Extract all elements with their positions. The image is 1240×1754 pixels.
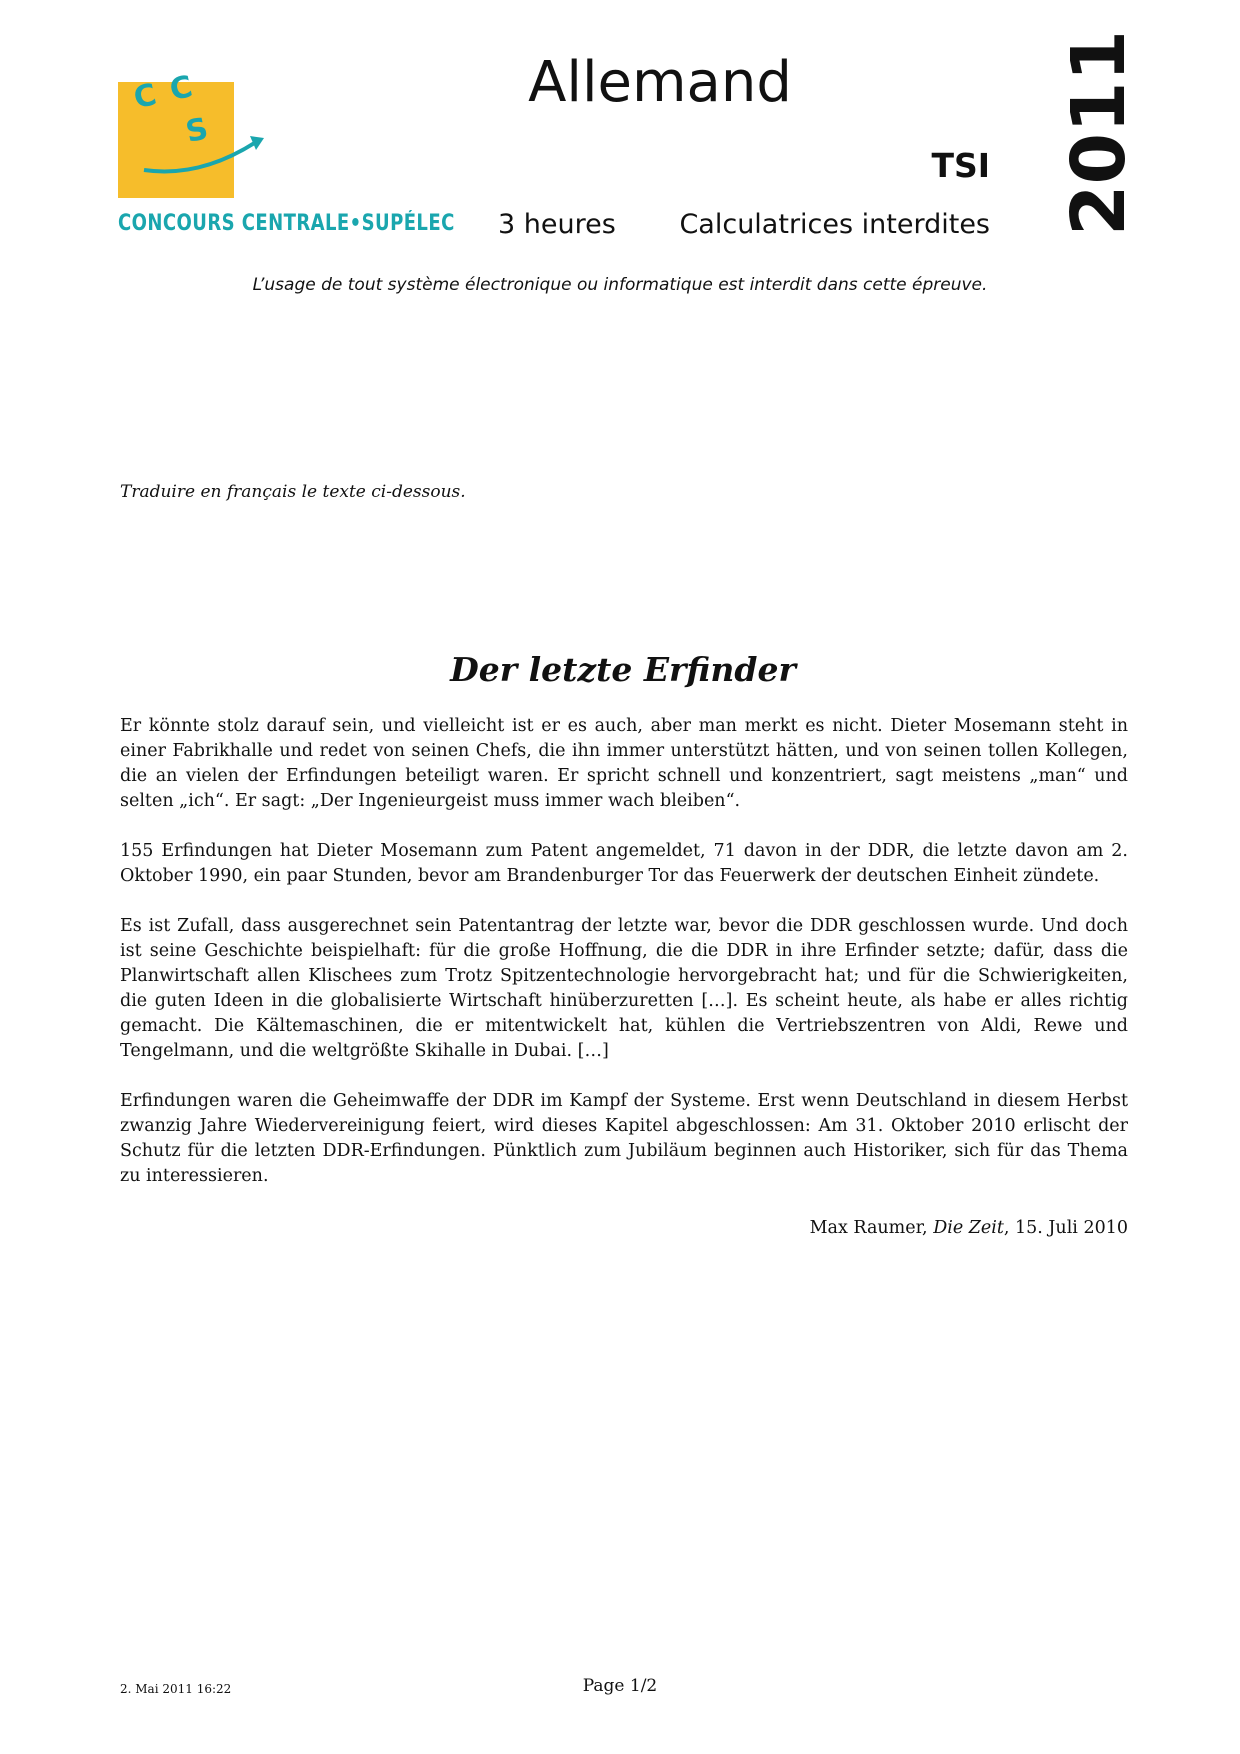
translation-instruction: Traduire en français le texte ci-dessous.: [120, 482, 466, 502]
exam-duration: 3 heures: [498, 209, 616, 240]
source-date: , 15. Juli 2010: [1003, 1218, 1128, 1238]
source-author: Max Raumer,: [809, 1218, 934, 1238]
svg-text:C: C: [166, 69, 196, 109]
article-paragraph: 155 Erfindungen hat Dieter Mosemann zum Patent angemeldet, 71 davon in der DDR, die letzte davon am 2. Oktober 1990, ein paar Stunden, bevor am Brandenburger Tor das Feuerwerk der deutschen Einheit zündete.: [120, 841, 1128, 886]
exam-subject: Allemand: [528, 50, 792, 115]
svg-text:C: C: [130, 77, 160, 117]
article-source: [810, 1218, 1128, 1238]
article-title: Der letzte Erfinder: [450, 650, 796, 689]
logo-wordmark: CONCOURS CENTRALE•SUPÉLEC: [118, 211, 455, 236]
source-publication: Die Zeit: [933, 1218, 1004, 1238]
exam-track: TSI: [931, 146, 990, 185]
electronic-devices-notice: L’usage de tout système électronique ou informatique est interdit dans cette épreuve.: [252, 275, 988, 295]
article-paragraph: Er könnte stolz darauf sein, und vielleicht ist er es auch, aber man merkt es nicht. Dieter Mosemann steht in einer Fabrikhalle und redet von seinen Chefs, die ihn immer unterstützt hätten, und von seinen tollen Kollegen, die an vielen der Erfindungen beteiligt waren. Er spricht schnell und konzentriert, sagt meistens „man“ und selten „ich“. Er sagt: „Der Ingenieurgeist muss immer wach bleiben“.: [120, 716, 1128, 811]
exam-year: 2011: [1056, 30, 1142, 236]
calculator-rule: Calculatrices interdites: [679, 209, 990, 240]
ccs-logo: [118, 58, 455, 248]
article-paragraph: Es ist Zufall, dass ausgerechnet sein Patentantrag der letzte war, bevor die DDR geschlossen wurde. Und doch ist seine Geschichte beispielhaft: für die große Hoffnung, die die DDR in ihre Erfinder setzte; dafür, dass die Planwirtschaft allen Klischees zum Trotz Spitzentechnologie hervorgebracht hat; und für die Schwierigkeiten, die guten Ideen in die globalisierte Wirtschaft hinüberzuretten […]. Es scheint heute, als habe er alles richtig gemacht. Die Kältemaschinen, die er mitentwickelt hat, kühlen die Vertriebszentren von Aldi, Rewe und Tengelmann, und die weltgrößte Skihalle in Dubai. […]: [120, 916, 1128, 1061]
svg-text:S: S: [182, 111, 212, 151]
footer-timestamp: 2. Mai 2011 16:22: [120, 1682, 232, 1696]
article-paragraph: Erfindungen waren die Geheimwaffe der DDR im Kampf der Systeme. Erst wenn Deutschland in diesem Herbst zwanzig Jahre Wiedervereinigung feiert, wird dieses Kapitel abgeschlossen: Am 31. Oktober 2010 erlischt der Schutz für die letzten DDR-Erfindungen. Pünktlich zum Jubiläum beginnen auch Historiker, sich für das Thema zu interessieren.: [120, 1091, 1128, 1186]
page-number: Page 1/2: [582, 1676, 658, 1696]
logo-emblem-icon: [118, 58, 278, 218]
article-body: [120, 714, 1128, 1214]
